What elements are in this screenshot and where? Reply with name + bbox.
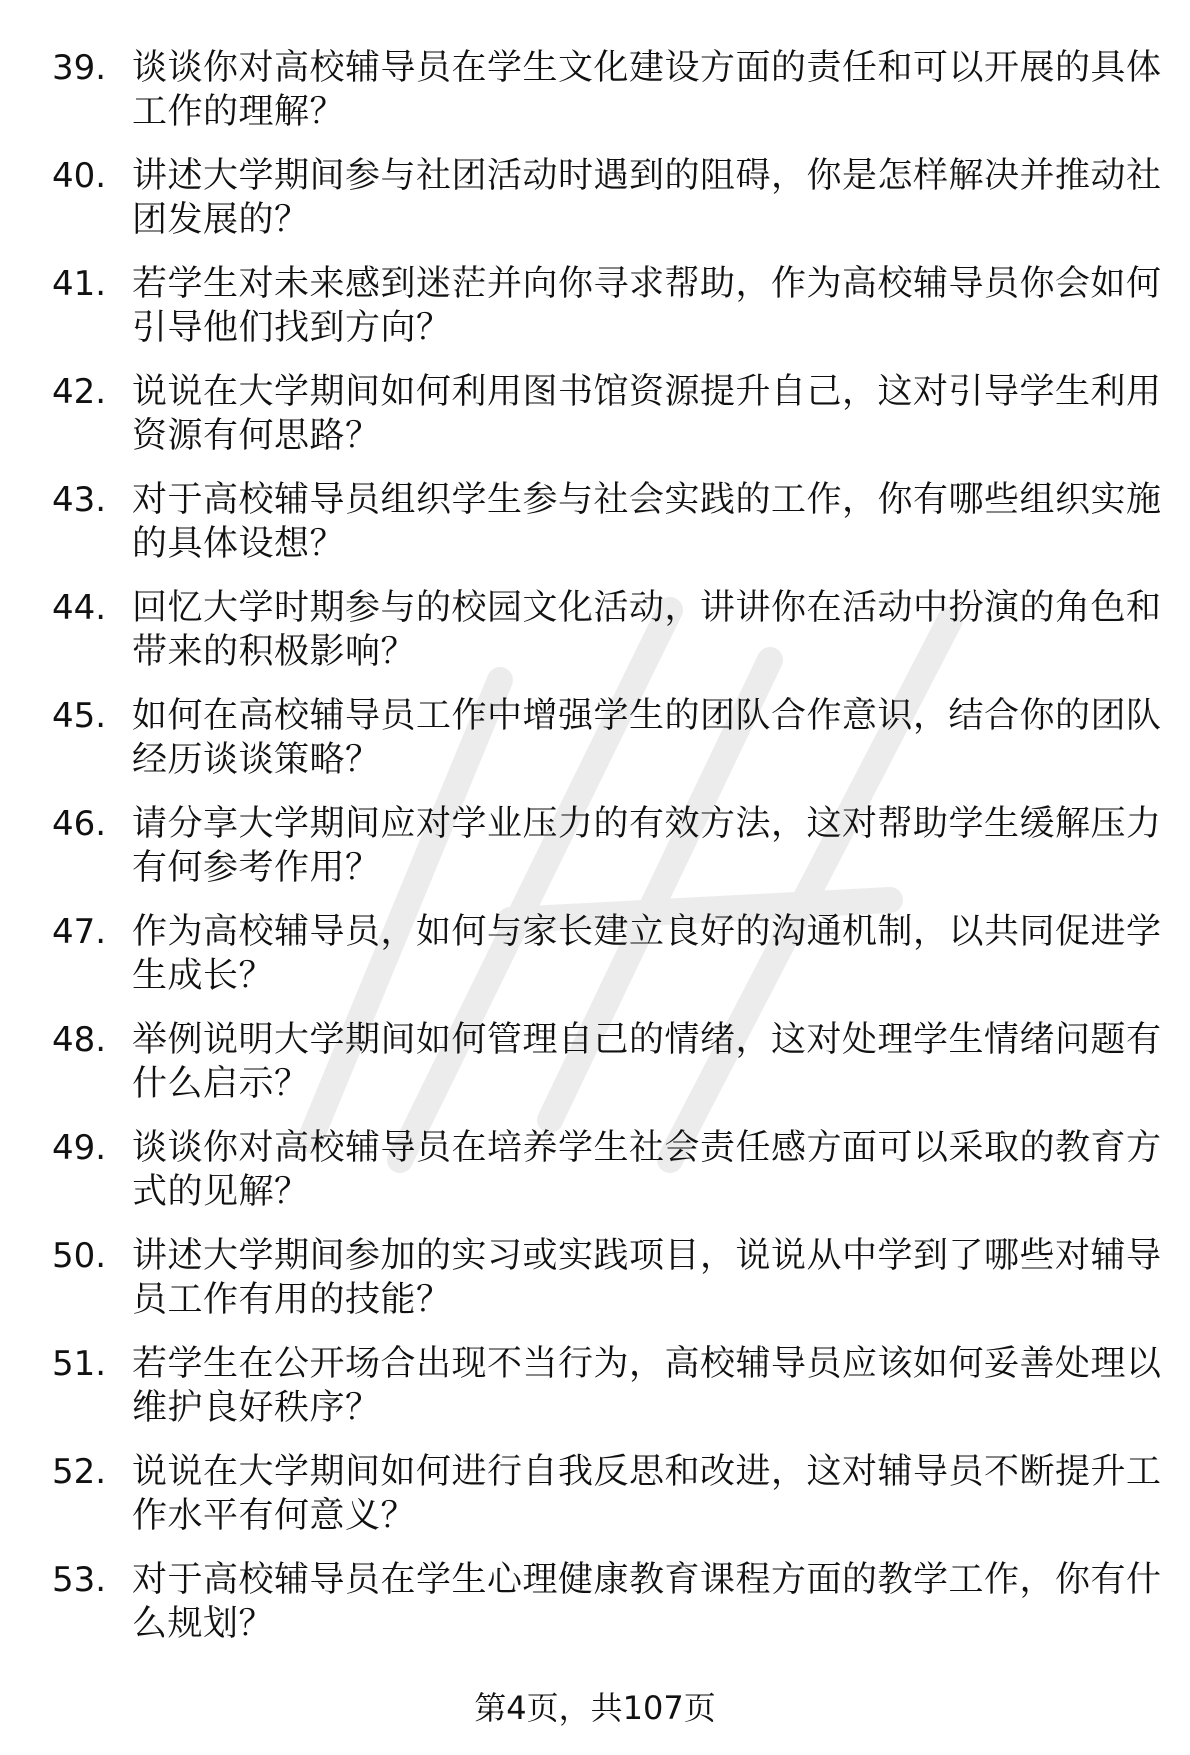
- list-item: [52, 262, 1162, 370]
- question-list: [52, 46, 1162, 1666]
- list-item: [52, 1018, 1162, 1126]
- question-text: 如何在高校辅导员工作中增强学生的团队合作意识，结合你的团队经历谈谈策略？: [132, 696, 1162, 780]
- question-text: 对于高校辅导员在学生心理健康教育课程方面的教学工作，你有什么规划？: [132, 1560, 1162, 1644]
- question-text: 说说在大学期间如何利用图书馆资源提升自己，这对引导学生利用资源有何思路？: [132, 372, 1162, 456]
- list-item: [52, 1342, 1162, 1450]
- page-indicator: 第4页，共107页: [474, 1689, 716, 1727]
- question-text: 说说在大学期间如何进行自我反思和改进，这对辅导员不断提升工作水平有何意义？: [132, 1452, 1162, 1536]
- question-text: 谈谈你对高校辅导员在学生文化建设方面的责任和可以开展的具体工作的理解？: [132, 48, 1162, 132]
- list-item: [52, 910, 1162, 1018]
- question-number: 51.: [52, 1344, 107, 1384]
- list-item: [52, 46, 1162, 154]
- list-item: [52, 154, 1162, 262]
- list-item: [52, 586, 1162, 694]
- list-item: [52, 694, 1162, 802]
- question-text: 作为高校辅导员，如何与家长建立良好的沟通机制，以共同促进学生成长？: [132, 912, 1162, 996]
- question-text: 讲述大学期间参与社团活动时遇到的阻碍，你是怎样解决并推动社团发展的？: [132, 156, 1162, 240]
- question-text: 讲述大学期间参加的实习或实践项目，说说从中学到了哪些对辅导员工作有用的技能？: [132, 1236, 1162, 1320]
- list-item: [52, 1234, 1162, 1342]
- question-number: 53.: [52, 1560, 107, 1600]
- question-text: 谈谈你对高校辅导员在培养学生社会责任感方面可以采取的教育方式的见解？: [132, 1128, 1162, 1212]
- question-number: 41.: [52, 264, 107, 304]
- question-number: 47.: [52, 912, 107, 952]
- question-number: 46.: [52, 804, 107, 844]
- question-number: 40.: [52, 156, 107, 196]
- list-item: [52, 802, 1162, 910]
- question-number: 43.: [52, 480, 107, 520]
- question-text: 若学生对未来感到迷茫并向你寻求帮助，作为高校辅导员你会如何引导他们找到方向？: [132, 264, 1162, 348]
- list-item: [52, 370, 1162, 478]
- question-number: 48.: [52, 1020, 107, 1060]
- question-number: 42.: [52, 372, 107, 412]
- list-item: [52, 1450, 1162, 1558]
- question-text: 举例说明大学期间如何管理自己的情绪，这对处理学生情绪问题有什么启示？: [132, 1020, 1162, 1104]
- question-number: 50.: [52, 1236, 107, 1276]
- question-number: 45.: [52, 696, 107, 736]
- list-item: [52, 1126, 1162, 1234]
- question-text: 回忆大学时期参与的校园文化活动，讲讲你在活动中扮演的角色和带来的积极影响？: [132, 588, 1162, 672]
- list-item: [52, 1558, 1162, 1666]
- question-number: 39.: [52, 48, 107, 88]
- question-text: 对于高校辅导员组织学生参与社会实践的工作，你有哪些组织实施的具体设想？: [132, 480, 1162, 564]
- question-number: 52.: [52, 1452, 107, 1492]
- question-text: 请分享大学期间应对学业压力的有效方法，这对帮助学生缓解压力有何参考作用？: [132, 804, 1162, 888]
- question-text: 若学生在公开场合出现不当行为，高校辅导员应该如何妥善处理以维护良好秩序？: [132, 1344, 1162, 1428]
- question-number: 49.: [52, 1128, 107, 1168]
- question-number: 44.: [52, 588, 107, 628]
- list-item: [52, 478, 1162, 586]
